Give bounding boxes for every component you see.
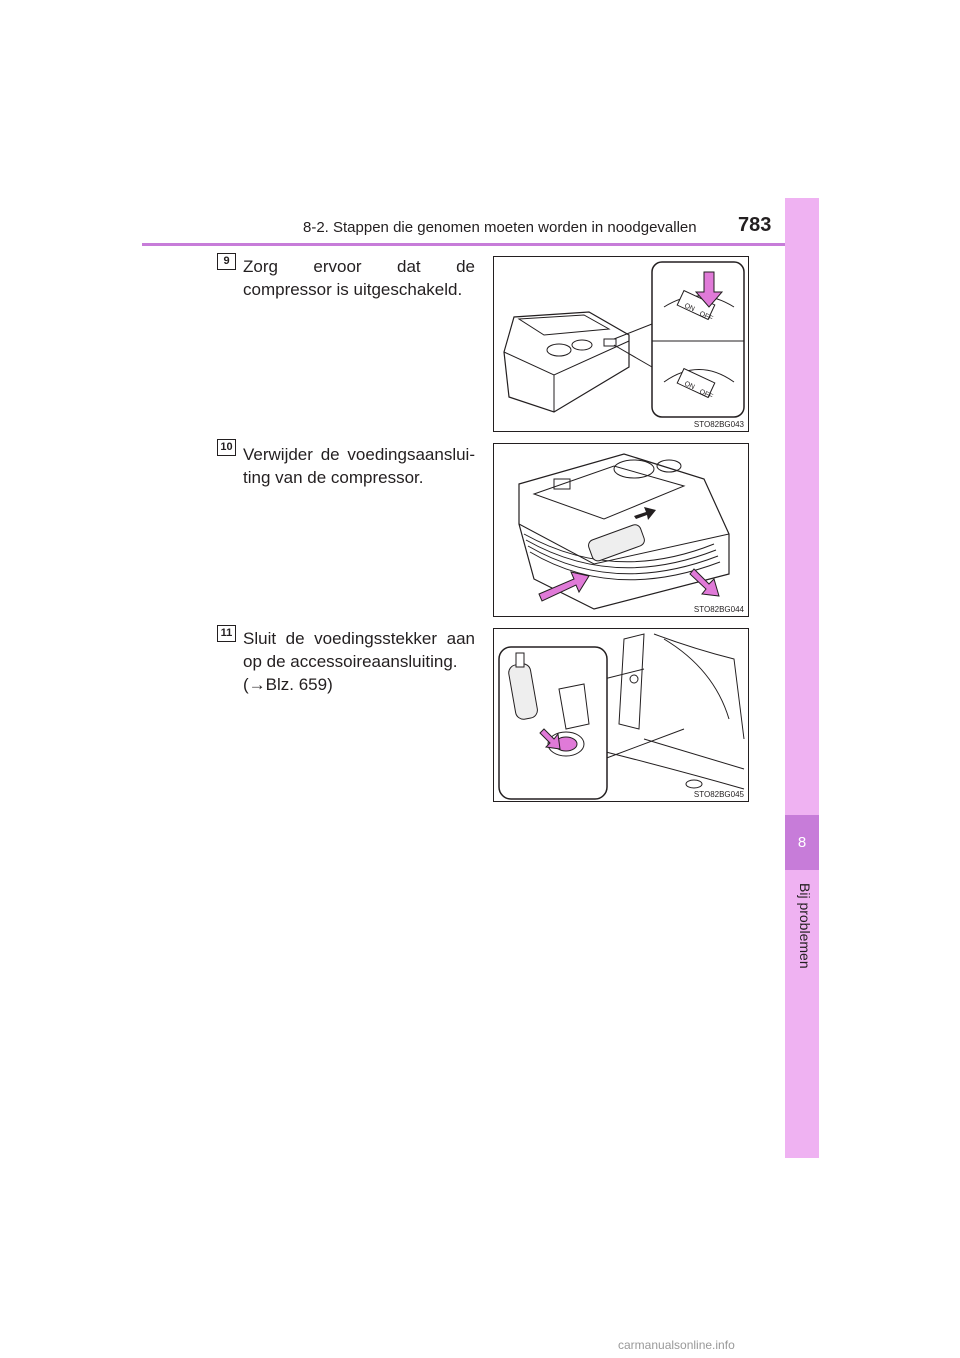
switch-on-label-top: ON <box>683 302 696 314</box>
step-10-badge: 10 <box>217 439 236 456</box>
step-11-badge: 11 <box>217 625 236 642</box>
figure-code: STO82BG043 <box>693 420 744 429</box>
chapter-tab <box>785 198 819 1158</box>
section-title: 8-2. Stappen die genomen moeten worden in noodgevallen <box>303 219 697 236</box>
figure-code: STO82BG045 <box>693 790 744 799</box>
switch-off-label-bottom: OFF <box>698 388 714 401</box>
step-11-instruction: Sluit de voedingsstekker aan op de accessoireaansluiting. <box>243 629 475 671</box>
switch-on-label-bottom: ON <box>683 380 696 392</box>
figure-compressor-switch <box>493 256 749 432</box>
page-number: 783 <box>738 214 772 236</box>
chapter-label: Bij problemen <box>797 883 813 969</box>
chapter-number: 8 <box>797 834 807 851</box>
figure-accessory-socket <box>493 628 749 802</box>
step-9-text: Zorg ervoor dat de compressor is uitgeschakeld. <box>243 257 475 299</box>
step-9-badge: 9 <box>217 253 236 270</box>
figure-power-cord-removal <box>493 443 749 617</box>
step-11-text <box>243 627 475 696</box>
switch-off-label-top: OFF <box>698 310 714 323</box>
chapter-number-box <box>785 815 819 870</box>
step-10-text: Verwijder de voedingsaanslui-ting van de compressor. <box>243 445 475 487</box>
footer-watermark: carmanualsonline.info <box>618 1338 735 1352</box>
figure-code: STO82BG044 <box>693 605 744 614</box>
page-reference-link[interactable]: (→Blz. 659) <box>243 675 333 694</box>
header-rule <box>142 243 819 246</box>
